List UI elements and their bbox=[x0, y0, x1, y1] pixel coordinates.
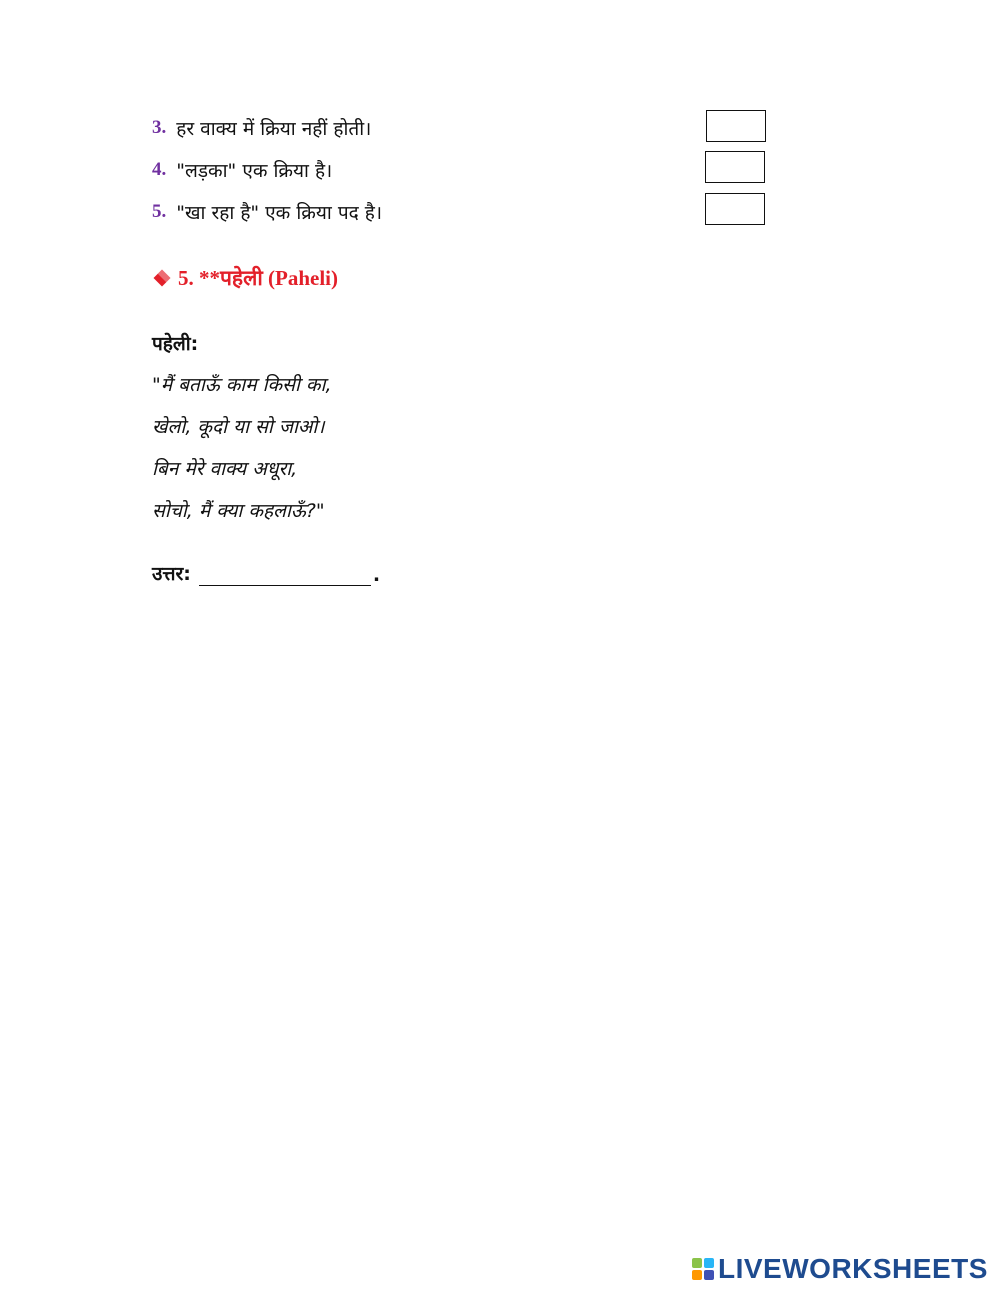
riddle-line-4: सोचो, मैं क्या कहलाऊँ?" bbox=[152, 500, 325, 522]
answer-box-5[interactable] bbox=[705, 193, 765, 225]
answer-blank[interactable] bbox=[199, 565, 371, 586]
logo-text: LIVEWORKSHEETS bbox=[718, 1253, 988, 1284]
mark-square bbox=[692, 1270, 702, 1280]
section-heading-text: 5. **पहेली (Paheli) bbox=[178, 266, 338, 290]
mark-square bbox=[692, 1258, 702, 1268]
mark-square bbox=[704, 1270, 714, 1280]
riddle-label: पहेली: bbox=[152, 333, 199, 355]
mark-square bbox=[704, 1258, 714, 1268]
statement-number: 5. bbox=[152, 201, 167, 222]
diamond-bullet-icon bbox=[154, 270, 171, 287]
answer-box-4[interactable] bbox=[705, 151, 765, 183]
liveworksheets-mark-icon bbox=[692, 1258, 714, 1280]
answer-row bbox=[152, 560, 380, 586]
answer-label: उत्तर: bbox=[152, 563, 191, 585]
statement-text: हर वाक्य में क्रिया नहीं होती। bbox=[176, 118, 372, 140]
statement-text: "लड़का" एक क्रिया है। bbox=[176, 160, 333, 182]
answer-box-3[interactable] bbox=[706, 110, 766, 142]
riddle-line-3: बिन मेरे वाक्य अधूरा, bbox=[152, 458, 298, 480]
statement-text: "खा रहा है" एक क्रिया पद है। bbox=[176, 202, 383, 224]
statement-number: 3. bbox=[152, 117, 167, 138]
statement-row-5 bbox=[152, 196, 382, 228]
answer-suffix: . bbox=[372, 564, 381, 586]
section-heading bbox=[152, 262, 338, 294]
riddle-line-2: खेलो, कूदो या सो जाओ। bbox=[152, 416, 325, 438]
statement-row-4 bbox=[152, 154, 332, 186]
statement-number: 4. bbox=[152, 159, 167, 180]
statement-row-3 bbox=[152, 112, 371, 144]
riddle-line-1: "मैं बताऊँ काम किसी का, bbox=[152, 374, 332, 396]
liveworksheets-logo bbox=[692, 1252, 988, 1286]
